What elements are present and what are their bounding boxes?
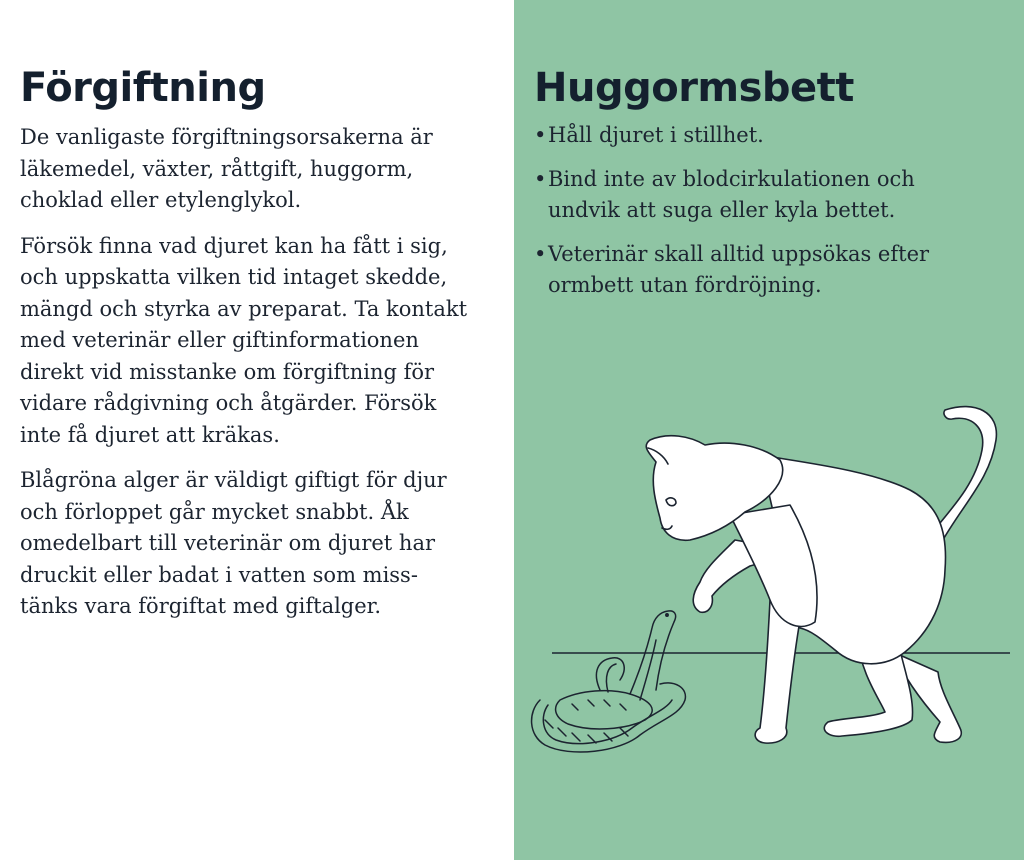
- list-item-text: Veterinär skall alltid uppsökas efter ormbett utan fördröjning.: [548, 241, 930, 297]
- list-item-text: Bind inte av blodcirkulationen och undvik att suga eller kyla bettet.: [548, 166, 915, 222]
- poisoning-paragraph-2: Försök finna vad djuret kan ha fått i sig, och uppskatta vilken tid intaget skedde, mängd och styrka av preparat. Ta kontakt med veterinär eller giftinformationen direkt vid misstanke om förgiftning för vidare rådgivning och åtgärder. Försök inte få djuret att kräkas.: [20, 233, 468, 447]
- list-item-text: Håll djuret i stillhet.: [548, 123, 764, 147]
- bullet-mark: •: [534, 123, 547, 147]
- poisoning-paragraph-1: De vanligaste förgiftningsorsakerna är läkemedel, växter, råttgift, huggorm, choklad eller etylenglykol.: [20, 125, 433, 212]
- bullet-mark: •: [534, 166, 547, 191]
- cat-and-snake-illustration: [514, 390, 1024, 760]
- snake-icon: [532, 611, 686, 752]
- poisoning-heading: Förgiftning: [20, 65, 266, 111]
- snakebite-heading: Huggormsbett: [534, 65, 854, 111]
- list-item: [534, 120, 1004, 152]
- poisoning-paragraph-3: Blågröna alger är väldigt giftigt för djur och förloppet går mycket snabbt. Åk omedelbart till veterinär om djuret har druckit eller badat i vatten som miss- tänks vara förgiftat med giftalger.: [20, 468, 447, 618]
- cat-icon: [646, 407, 996, 744]
- snakebite-list: [534, 120, 1004, 314]
- list-item: [534, 239, 1004, 302]
- list-item: [534, 164, 1004, 227]
- poisoning-body: [20, 122, 490, 637]
- bullet-mark: •: [534, 241, 547, 266]
